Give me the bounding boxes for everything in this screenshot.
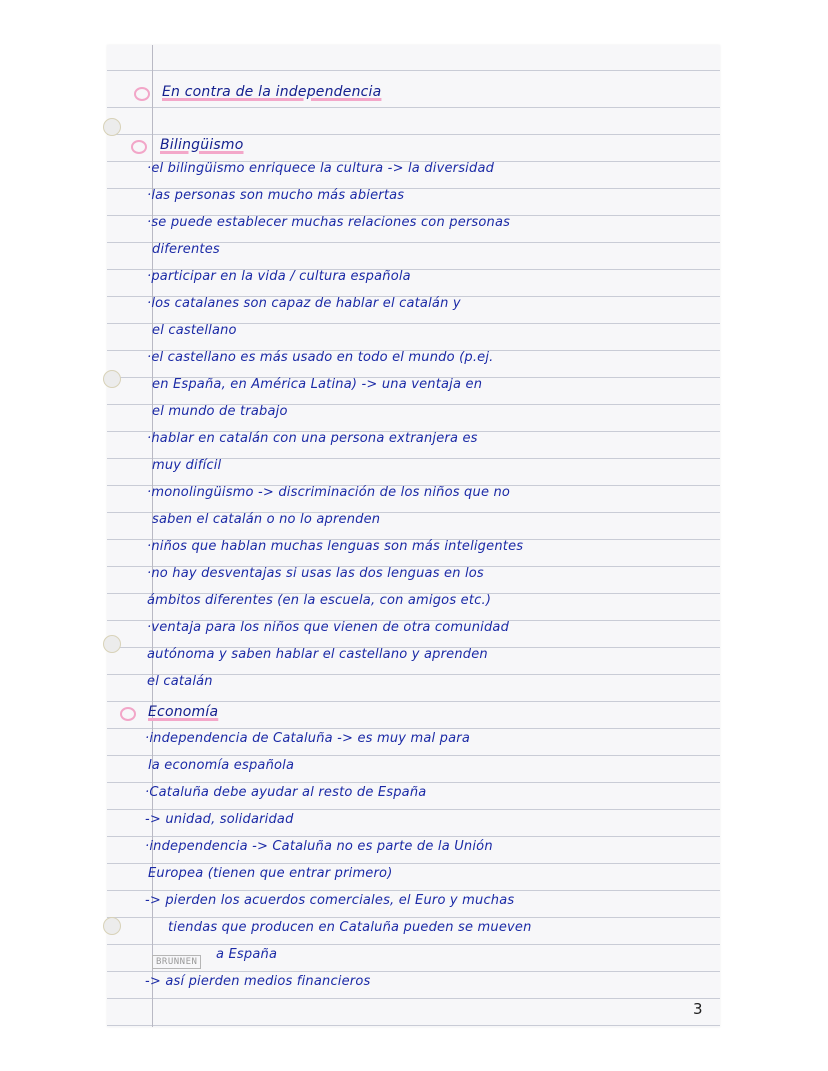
note-line: ·independencia de Cataluña -> es muy mal para <box>145 731 470 746</box>
note-line: ámbitos diferentes (en la escuela, con amigos etc.) <box>147 593 492 608</box>
note-line: el castellano <box>152 323 237 338</box>
note-line: -> así pierden medios financieros <box>145 974 371 989</box>
note-line: ·monolingüismo -> discriminación de los niños que no <box>147 485 511 500</box>
note-line: ·el bilingüismo enriquece la cultura -> la diversidad <box>147 161 495 176</box>
note-line: ·independencia -> Cataluña no es parte de la Unión <box>145 839 493 854</box>
section-bullet-icon <box>131 140 147 154</box>
note-line: ·hablar en catalán con una persona extranjera es <box>147 431 478 446</box>
note-line: ·se puede establecer muchas relaciones con personas <box>147 215 511 230</box>
note-line: el catalán <box>147 674 213 689</box>
note-line: ·las personas son mucho más abiertas <box>147 188 405 203</box>
note-line: ·no hay desventajas si usas las dos lenguas en los <box>147 566 484 581</box>
note-line: ·el castellano es más usado en todo el mundo (p.ej. <box>147 350 494 365</box>
page-number: 3 <box>693 1000 703 1018</box>
note-line: Europea (tienen que entrar primero) <box>148 866 393 881</box>
note-line: ·Cataluña debe ayudar al resto de España <box>145 785 427 800</box>
section-title-economia: Economía <box>148 704 219 720</box>
page-heading: En contra de la independencia <box>162 84 382 100</box>
note-line: ·niños que hablan muchas lenguas son más inteligentes <box>147 539 524 554</box>
binder-hole <box>103 118 121 136</box>
note-line: ·ventaja para los niños que vienen de otra comunidad <box>147 620 510 635</box>
note-line: diferentes <box>152 242 220 257</box>
note-line: ·participar en la vida / cultura española <box>147 269 411 284</box>
note-line: muy difícil <box>152 458 222 473</box>
heading-bullet-icon <box>134 87 150 101</box>
note-line: -> pierden los acuerdos comerciales, el Euro y muchas <box>145 893 515 908</box>
section-bullet-icon <box>120 707 136 721</box>
note-line: la economía española <box>148 758 295 773</box>
note-line: tiendas que producen en Cataluña pueden se mueven <box>168 920 532 935</box>
binder-hole <box>103 917 121 935</box>
note-line: ·los catalanes son capaz de hablar el catalán y <box>147 296 461 311</box>
note-line: saben el catalán o no lo aprenden <box>152 512 381 527</box>
note-line: en España, en América Latina) -> una ventaja en <box>152 377 483 392</box>
note-line: a España <box>216 947 278 962</box>
note-line: el mundo de trabajo <box>152 404 288 419</box>
note-line: autónoma y saben hablar el castellano y aprenden <box>147 647 488 662</box>
binder-hole <box>103 370 121 388</box>
note-line: -> unidad, solidaridad <box>145 812 294 827</box>
binder-hole <box>103 635 121 653</box>
brand-stamp: BRUNNEN <box>152 955 201 969</box>
section-title-bilinguismo: Bilingüismo <box>160 137 244 153</box>
